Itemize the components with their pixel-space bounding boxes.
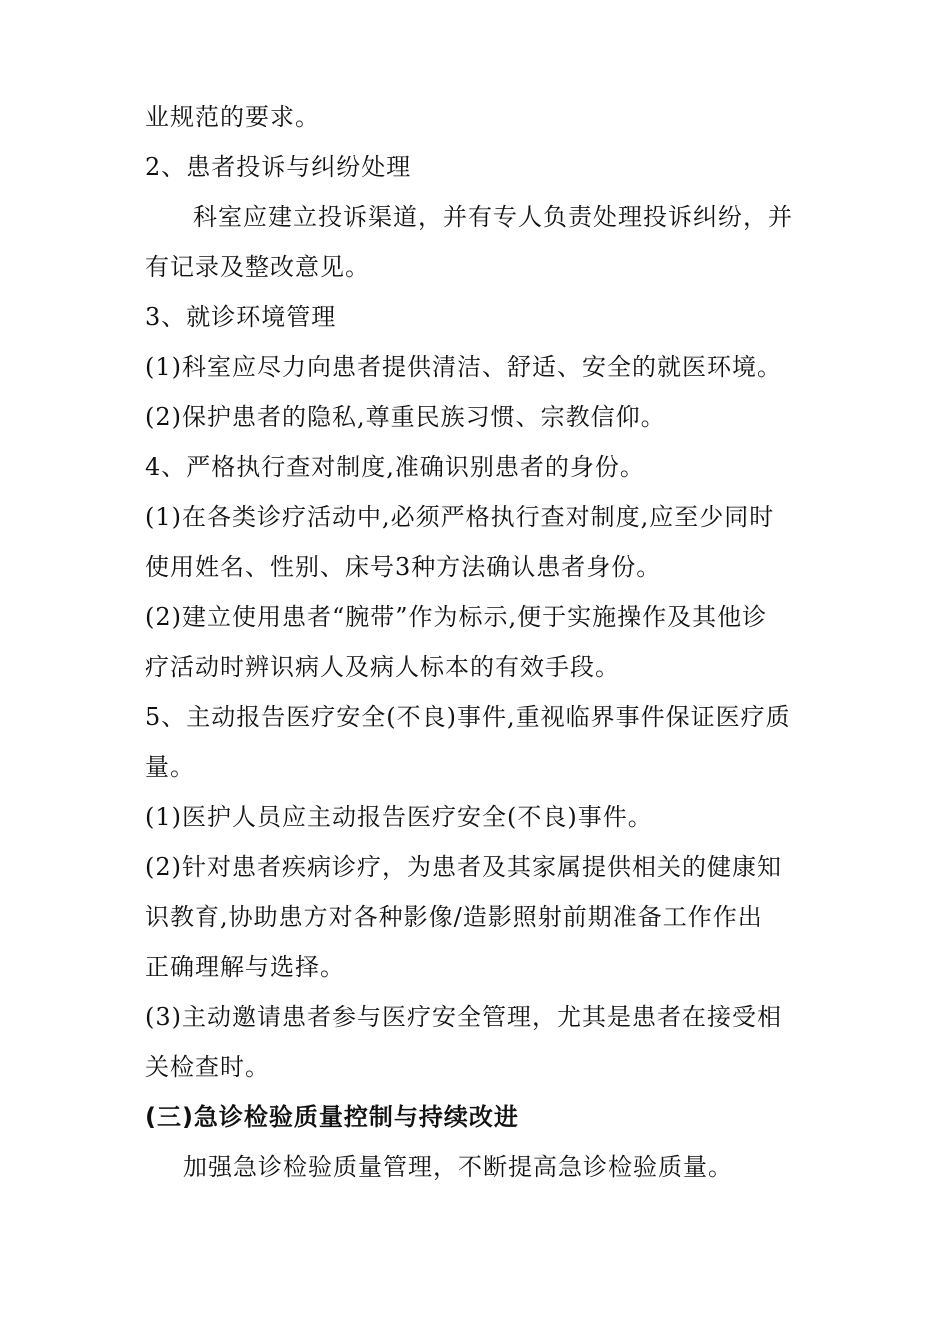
text-line: (2)针对患者疾病诊疗，为患者及其家属提供相关的健康知 [145, 853, 782, 881]
subheading-safety-events: 5、主动报告医疗安全(不良)事件,重视临界事件保证医疗质 [145, 703, 791, 731]
text-line: (2)保护患者的隐私,尊重民族习惯、宗教信仰。 [145, 403, 666, 431]
text-line: (1)在各类诊疗活动中,必须严格执行查对制度,应至少同时 [145, 503, 775, 531]
text-line: 疗活动时辨识病人及病人标本的有效手段。 [145, 653, 620, 681]
text-line: 关检查时。 [145, 1053, 270, 1081]
text-line: (3)主动邀请患者参与医疗安全管理，尤其是患者在接受相 [145, 1003, 782, 1031]
text-line: 科室应建立投诉渠道，并有专人负责处理投诉纠纷，并 [193, 203, 793, 231]
text-line: (2)建立使用患者“腕带”作为标示,便于实施操作及其他诊 [145, 603, 768, 631]
subheading-identification: 4、严格执行查对制度,准确识别患者的身份。 [145, 453, 645, 481]
subheading-complaints: 2、患者投诉与纠纷处理 [145, 153, 412, 181]
text-line: 业规范的要求。 [145, 103, 320, 131]
text-line: 使用姓名、性别、床号3种方法确认患者身份。 [145, 553, 662, 581]
subheading-environment: 3、就诊环境管理 [145, 303, 337, 331]
text-line: (1)医护人员应主动报告医疗安全(不良)事件。 [145, 803, 653, 831]
closing-paragraph: 加强急诊检验质量管理，不断提高急诊检验质量。 [183, 1153, 733, 1181]
text-line: 有记录及整改意见。 [145, 253, 370, 281]
text-line: 正确理解与选择。 [145, 953, 345, 981]
text-line: 量。 [145, 753, 195, 781]
section-heading: (三)急诊检验质量控制与持续改进 [145, 1103, 519, 1131]
text-line: (1)科室应尽力向患者提供清洁、舒适、安全的就医环境。 [145, 353, 782, 381]
text-line: 识教育,协助患方对各种影像/造影照射前期准备工作作出 [145, 903, 763, 931]
